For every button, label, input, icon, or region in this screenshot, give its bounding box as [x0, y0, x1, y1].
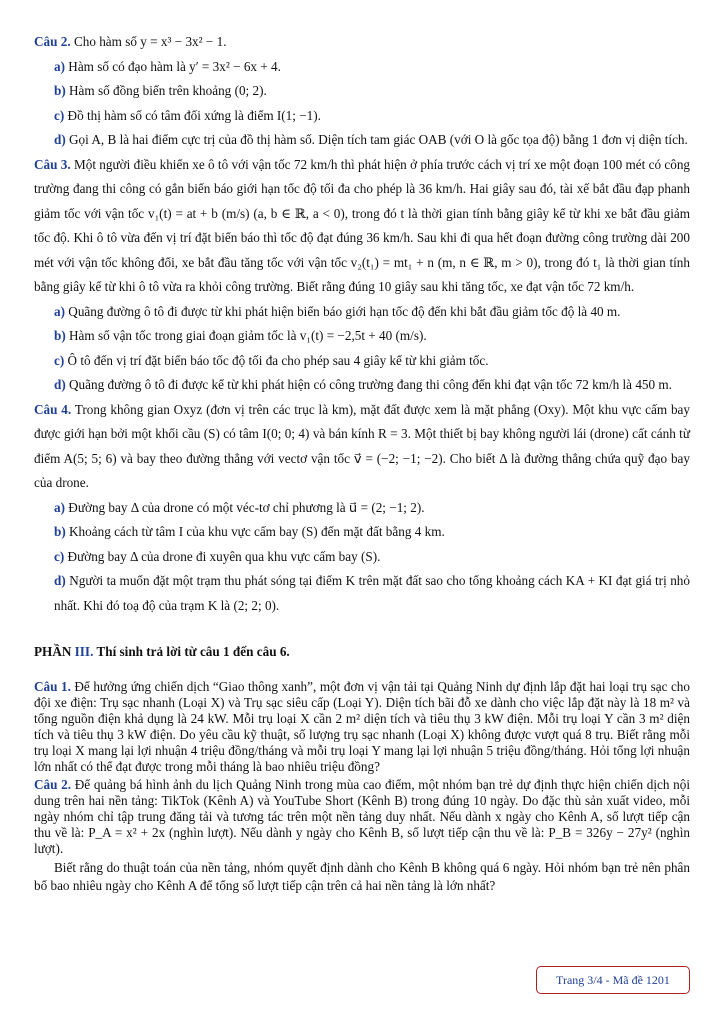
- option-text: Đường bay Δ của drone có một véc-tơ chỉ phương là u⃗ = (2; −1; 2).: [68, 499, 425, 515]
- option-label: d): [54, 132, 66, 147]
- question-label: Câu 4.: [34, 401, 72, 417]
- option-label: a): [54, 58, 65, 74]
- option-label: c): [54, 548, 65, 564]
- question-label: Câu 2.: [34, 776, 72, 792]
- question-label: Câu 2.: [34, 34, 71, 49]
- option-text: Đồ thị hàm số có tâm đối xứng là điểm I(1; −1).: [67, 107, 321, 123]
- question-text: Để quảng bá hình ảnh du lịch Quảng Ninh trong mùa cao điểm, một nhóm bạn trẻ dự định thực hiện chiến dịch nội dung trên hai nền tảng: TikTok (Kênh A) và YouTube Short (Kênh B) trong đúng 10 ngày. Do đặc thù sản xuất video, mỗi ngày nhóm chỉ tập trung đăng tải và tương tác trên một nền tảng duy nhất. Nếu dành x ngày cho Kênh A, số lượt tiếp cận thu về là: P_A = x² + 2x (nghìn lượt). Nếu dành y ngày cho Kênh B, số lượt tiếp cận thu về là: P_B = 326y − 27y² (nghìn lượt).: [34, 776, 691, 856]
- exam-page: [34, 30, 690, 895]
- option-text: Ô tô đến vị trí đặt biển báo tốc độ tối đa cho phép sau 4 giây kể từ khi giảm tốc.: [67, 352, 489, 368]
- option-text: Hàm số đồng biến trên khoảng (0; 2).: [69, 83, 267, 98]
- option-label: a): [54, 499, 65, 515]
- page-footer: Trang 3/4 - Mã đề 1201: [536, 966, 690, 994]
- question-2: [34, 30, 690, 153]
- question-label: Câu 3.: [34, 156, 71, 172]
- option-text: Quãng đường ô tô đi được kể từ khi phát hiện có công trường đang thi công đến khi đạt vận tốc 72 km/h là 450 m.: [69, 377, 672, 392]
- question-text: Để hưởng ứng chiến dịch “Giao thông xanh”, một đơn vị vận tải tại Quảng Ninh dự định lắp đặt hai loại trụ sạc cho đội xe điện: Trụ sạc nhanh (Loại X) và Trụ sạc siêu cấp (Loại Y). Diện tích bãi đỗ xe dành cho việc lắp đặt này là 18 m² và tổng nguồn điện khả dụng là 24 kW. Mỗi trụ loại X cần 2 m² diện tích và tiêu thụ 3 kW điện. Mỗi trụ loại Y cần 3 m² diện tích và tiêu thụ 3 kW điện. Do yêu cầu kỹ thuật, số lượng trụ sạc nhanh (Loại X) không được vượt quá 8 trụ. Biết rằng mỗi trụ loại X mang lại lợi nhuận 4 triệu đồng/tháng và mỗi trụ loại Y mang lại lợi nhuận 5 triệu đồng/tháng. Hỏi tổng lợi nhuận lớn nhất có thể đạt được trong mỗi tháng là bao nhiêu triệu đồng?: [34, 678, 690, 774]
- option-label: d): [54, 573, 66, 588]
- section-title: Thí sinh trả lời từ câu 1 đến câu 6.: [96, 644, 290, 659]
- option-label: c): [54, 352, 65, 368]
- option-text: Khoảng cách từ tâm I của khu vực cấm bay (S) đến mặt đất bằng 4 km.: [69, 524, 445, 539]
- question-4: [34, 398, 690, 619]
- part3-question-1: [34, 679, 690, 775]
- question-text: Một người điều khiển xe ô tô với vận tốc 72 km/h thì phát hiện ở phía trước cách vị trí xe một đoạn 100 mét có công trường đang thi công có gắn biển báo giới hạn tốc độ tối đa cho phép là 36 km/h. Hai giây sau đó, tài xế bắt đầu đạp phanh giảm tốc với vận tốc v₁(t) = at + b (m/s) (a, b ∈ ℝ, a < 0), trong đó t là thời gian tính bằng giây kể từ khi xe bắt đầu giảm tốc độ. Khi ô tô vừa đến vị trí đặt biển báo thì tốc độ đạt đúng 36 km/h. Sau khi đi qua hết đoạn đường công trường dài 200 mét với vận tốc không đổi, xe bắt đầu tăng tốc với vận tốc v₂(t₁) = mt₁ + n (m, n ∈ ℝ, m > 0), trong đó t₁ là thời gian tính bằng giây kể từ khi ô tô vừa ra khỏi công trường. Biết rằng đúng 10 giây sau khi tăng tốc, xe đạt vận tốc 72 km/h.: [34, 156, 691, 294]
- option-label: d): [54, 377, 66, 392]
- question-label: Câu 1.: [34, 678, 71, 694]
- option-label: b): [54, 524, 66, 539]
- question-text-continued: Biết rằng do thuật toán của nền tảng, nhóm quyết định dành cho Kênh B không quá 6 ngày. Hỏi nhóm bạn trẻ nên phân bổ bao nhiêu ngày cho Kênh A để tổng số lượt tiếp cận trên cả hai nền tảng là lớn nhất?: [34, 859, 690, 893]
- option-label: a): [54, 303, 65, 319]
- question-3: [34, 153, 690, 398]
- option-label: c): [54, 107, 65, 123]
- part3-question-2: [34, 777, 690, 895]
- option-text: Quãng đường ô tô đi được từ khi phát hiện biển báo giới hạn tốc độ đến khi bắt đầu giảm tốc độ là 40 m.: [68, 303, 621, 319]
- section-heading: [34, 640, 690, 665]
- option-label: b): [54, 83, 66, 98]
- question-text: Cho hàm số y = x³ − 3x² − 1.: [73, 34, 227, 49]
- option-text: Người ta muốn đặt một trạm thu phát sóng tại điểm K trên mặt đất sao cho tổng khoảng cách KA + KI đạt giá trị nhỏ nhất. Khi đó toạ độ của trạm K là (2; 2; 0).: [54, 573, 690, 613]
- option-text: Hàm số vận tốc trong giai đoạn giảm tốc là v₁(t) = −2,5t + 40 (m/s).: [69, 328, 427, 343]
- option-text: Đường bay Δ của drone đi xuyên qua khu vực cấm bay (S).: [67, 548, 381, 564]
- option-label: b): [54, 328, 66, 343]
- section-number: III.: [74, 644, 94, 659]
- option-text: Gọi A, B là hai điểm cực trị của đồ thị hàm số. Diện tích tam giác OAB (với O là gốc tọa độ) bằng 1 đơn vị diện tích.: [69, 132, 688, 147]
- option-text: Hàm số có đạo hàm là y′ = 3x² − 6x + 4.: [68, 58, 281, 74]
- section-prefix: PHẦN: [34, 644, 72, 659]
- question-text: Trong không gian Oxyz (đơn vị trên các trục là km), mặt đất được xem là mặt phẳng (Oxy). Một khu vực cấm bay được giới hạn bởi một khối cầu (S) có tâm I(0; 0; 4) và bán kính R = 3. Một thiết bị bay không người lái (drone) cất cánh từ điểm A(5; 5; 6) và bay theo đường thẳng với vectơ vận tốc v⃗ = (−2; −1; −2). Cho biết Δ là đường thẳng chứa quỹ đạo bay của drone.: [34, 401, 690, 490]
